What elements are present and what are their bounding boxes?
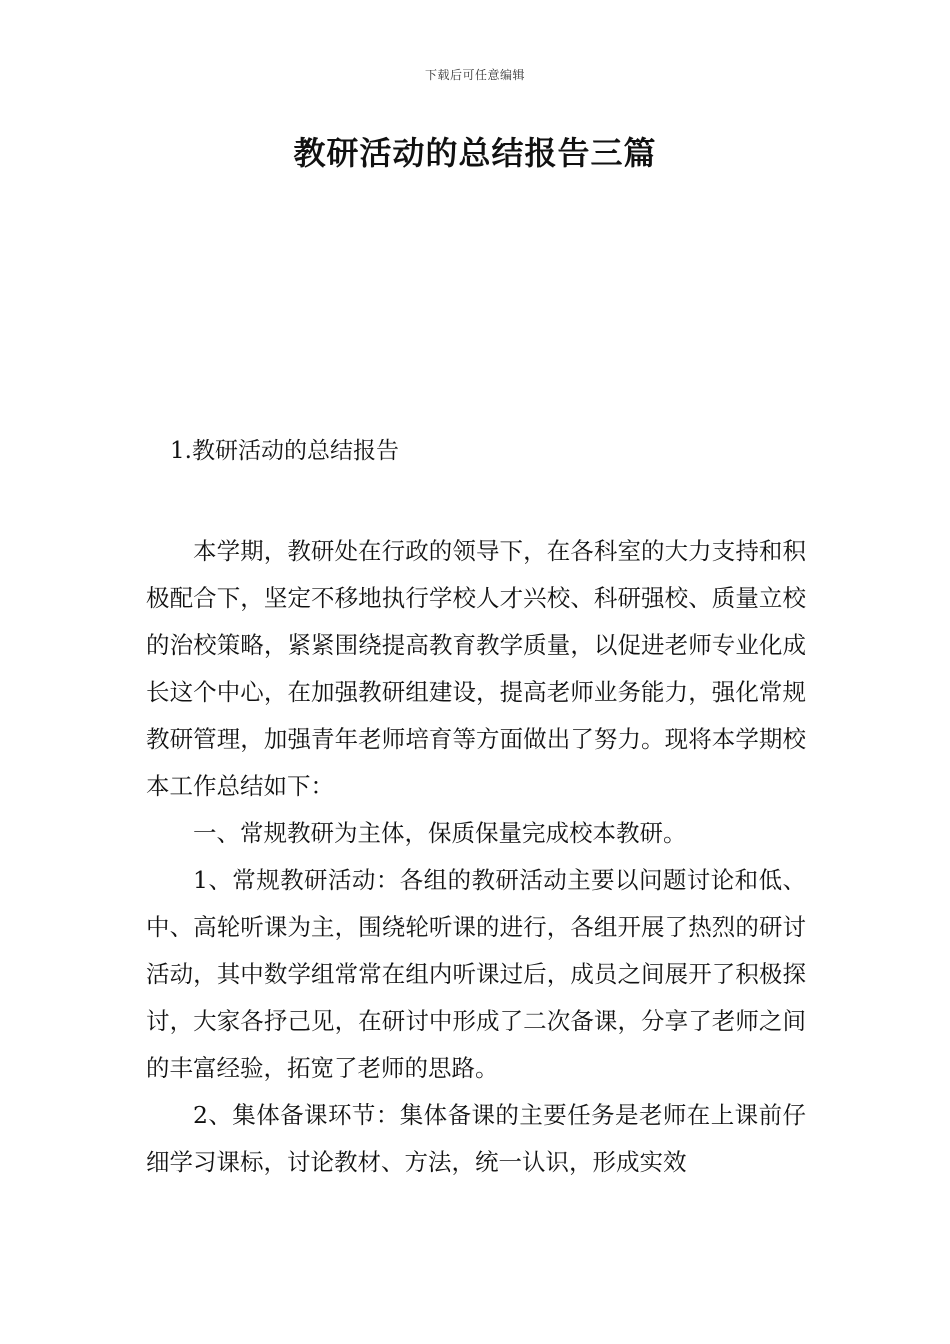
paragraph-section-one: 一、常规教研为主体，保质保量完成校本教研。 — [193, 819, 687, 847]
document-body — [146, 528, 806, 1186]
header-note: 下载后可任意编辑 — [424, 68, 525, 82]
document-title: 教研活动的总结报告三篇 — [293, 134, 657, 172]
paragraph-intro: 本学期，教研处在行政的领导下，在各科室的大力支持和积极配合下，坚定不移地执行学校人才兴校、科研强校、质量立校的治校策略，紧紧围绕提高教育教学质量，以促进老师专业化成长这个中心，在加强教研组建设，提高老师业务能力，强化常规教研管理，加强青年老师培育等方面做出了努力。现将本学期校本工作总结如下： — [146, 537, 806, 800]
section-heading: 1.教研活动的总结报告 — [170, 438, 399, 464]
paragraph-item-two: 2、集体备课环节：集体备课的主要任务是老师在上课前仔细学习课标，讨论教材、方法，统一认识，形成实效 — [146, 1101, 806, 1176]
paragraph-item-one: 1、常规教研活动：各组的教研活动主要以问题讨论和低、中、高轮听课为主，围绕轮听课的进行，各组开展了热烈的研讨活动，其中数学组常常在组内听课过后，成员之间展开了积极探讨，大家各抒己见，在研讨中形成了二次备课，分享了老师之间的丰富经验，拓宽了老师的思路。 — [146, 866, 806, 1082]
